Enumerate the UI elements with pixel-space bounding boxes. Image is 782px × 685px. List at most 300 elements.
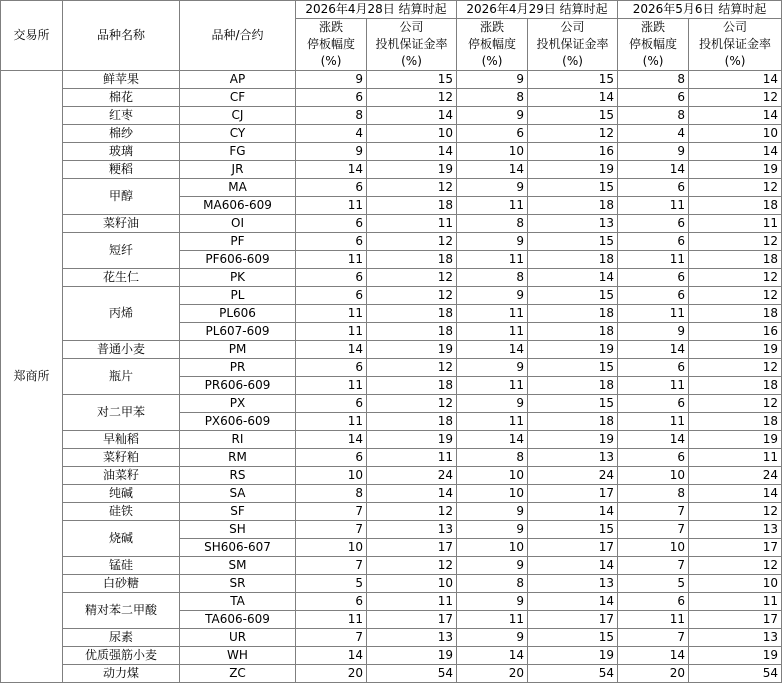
- margin-cell: 13: [367, 521, 457, 539]
- limit-cell: 10: [457, 539, 528, 557]
- limit-cell: 11: [618, 305, 689, 323]
- margin-cell: 18: [528, 197, 618, 215]
- margin-cell: 14: [689, 143, 782, 161]
- limit-cell: 8: [618, 71, 689, 89]
- variety-name-cell: 甲醇: [63, 179, 180, 215]
- variety-name-cell: 早籼稻: [63, 431, 180, 449]
- margin-cell: 17: [367, 539, 457, 557]
- limit-cell: 10: [296, 539, 367, 557]
- variety-name-cell: 普通小麦: [63, 341, 180, 359]
- margin-cell: 14: [367, 485, 457, 503]
- margin-cell: 13: [528, 449, 618, 467]
- margin-cell: 15: [528, 71, 618, 89]
- limit-cell: 8: [457, 449, 528, 467]
- limit-cell: 9: [296, 143, 367, 161]
- table-row: [1, 89, 782, 107]
- variety-name-cell: 精对苯二甲酸: [63, 593, 180, 629]
- limit-cell: 9: [618, 143, 689, 161]
- limit-cell: 14: [457, 647, 528, 665]
- margin-cell: 15: [528, 107, 618, 125]
- contract-cell: SR: [180, 575, 296, 593]
- margin-cell: 18: [367, 197, 457, 215]
- margin-header-text: 投机保证金率: [375, 37, 448, 51]
- contract-cell: CJ: [180, 107, 296, 125]
- table-row: [1, 107, 782, 125]
- date-header-1: 2026年4月28日 结算时起: [296, 1, 457, 19]
- margin-cell: 15: [528, 629, 618, 647]
- limit-cell: 6: [296, 269, 367, 287]
- contract-cell: RI: [180, 431, 296, 449]
- margin-cell: 12: [689, 287, 782, 305]
- margin-cell: 12: [367, 503, 457, 521]
- limit-cell: 7: [296, 503, 367, 521]
- limit-cell: 11: [618, 377, 689, 395]
- margin-cell: 12: [689, 179, 782, 197]
- contract-cell: SM: [180, 557, 296, 575]
- contract-cell: PL606: [180, 305, 296, 323]
- margin-cell: 18: [528, 323, 618, 341]
- variety-name-header: 品种名称: [63, 1, 180, 71]
- table-row: [1, 665, 782, 683]
- limit-cell: 6: [296, 179, 367, 197]
- limit-cell: 20: [296, 665, 367, 683]
- contract-cell: SF: [180, 503, 296, 521]
- limit-cell: 6: [618, 179, 689, 197]
- margin-cell: 11: [689, 215, 782, 233]
- limit-cell: 6: [618, 449, 689, 467]
- limit-cell: 10: [457, 143, 528, 161]
- table-row: [1, 287, 782, 305]
- margin-cell: 13: [528, 215, 618, 233]
- limit-cell: 5: [618, 575, 689, 593]
- margin-cell: 19: [367, 161, 457, 179]
- margin-header-2: [528, 19, 618, 71]
- margin-cell: 19: [367, 341, 457, 359]
- limit-cell: 9: [296, 71, 367, 89]
- limit-header-text: (%): [481, 54, 503, 68]
- variety-name-cell: 粳稻: [63, 161, 180, 179]
- margin-cell: 10: [689, 575, 782, 593]
- limit-header-2: [457, 19, 528, 71]
- limit-cell: 7: [296, 557, 367, 575]
- table-row: [1, 395, 782, 413]
- contract-cell: OI: [180, 215, 296, 233]
- margin-cell: 17: [528, 539, 618, 557]
- limit-cell: 9: [457, 629, 528, 647]
- margin-cell: 15: [528, 395, 618, 413]
- limit-cell: 8: [296, 107, 367, 125]
- margin-cell: 12: [367, 359, 457, 377]
- contract-cell: CY: [180, 125, 296, 143]
- limit-cell: 6: [296, 233, 367, 251]
- limit-cell: 7: [296, 521, 367, 539]
- margin-header-1: [367, 19, 457, 71]
- margin-cell: 12: [689, 269, 782, 287]
- limit-cell: 8: [457, 269, 528, 287]
- variety-name-cell: 鲜苹果: [63, 71, 180, 89]
- limit-cell: 7: [618, 503, 689, 521]
- contract-cell: FG: [180, 143, 296, 161]
- contract-cell: MA: [180, 179, 296, 197]
- table-row: [1, 629, 782, 647]
- table-row: [1, 647, 782, 665]
- limit-cell: 6: [618, 233, 689, 251]
- margin-cell: 14: [528, 89, 618, 107]
- variety-name-cell: 花生仁: [63, 269, 180, 287]
- margin-cell: 19: [528, 431, 618, 449]
- variety-name-cell: 棉纱: [63, 125, 180, 143]
- contract-cell: PR606-609: [180, 377, 296, 395]
- margin-cell: 14: [689, 485, 782, 503]
- limit-cell: 11: [457, 305, 528, 323]
- table-row: [1, 503, 782, 521]
- margin-cell: 17: [528, 611, 618, 629]
- margin-cell: 18: [689, 305, 782, 323]
- margin-cell: 18: [689, 413, 782, 431]
- limit-cell: 14: [296, 431, 367, 449]
- limit-cell: 9: [457, 179, 528, 197]
- margin-cell: 16: [528, 143, 618, 161]
- limit-cell: 7: [618, 629, 689, 647]
- margin-cell: 15: [528, 179, 618, 197]
- contract-cell: PF606-609: [180, 251, 296, 269]
- limit-cell: 11: [618, 611, 689, 629]
- limit-cell: 11: [457, 251, 528, 269]
- variety-name-cell: 优质强筋小麦: [63, 647, 180, 665]
- table-header: [1, 1, 782, 71]
- table-row: [1, 557, 782, 575]
- limit-cell: 6: [296, 449, 367, 467]
- limit-header-text: 涨跌: [641, 20, 666, 34]
- margin-header-text: (%): [562, 54, 583, 68]
- contract-cell: WH: [180, 647, 296, 665]
- limit-header-text: 涨跌: [318, 20, 343, 34]
- contract-cell: JR: [180, 161, 296, 179]
- date-header-3: 2026年5月6日 结算时起: [618, 1, 782, 19]
- limit-cell: 6: [296, 89, 367, 107]
- margin-cell: 18: [367, 251, 457, 269]
- margin-header-text: (%): [401, 54, 422, 68]
- margin-cell: 14: [367, 143, 457, 161]
- margin-cell: 16: [689, 323, 782, 341]
- limit-header-text: (%): [642, 54, 664, 68]
- limit-cell: 8: [457, 215, 528, 233]
- margin-cell: 15: [528, 287, 618, 305]
- table-row: [1, 359, 782, 377]
- contract-cell: SH: [180, 521, 296, 539]
- margin-cell: 54: [367, 665, 457, 683]
- margin-cell: 12: [689, 359, 782, 377]
- margin-cell: 12: [689, 395, 782, 413]
- variety-name-cell: 硅铁: [63, 503, 180, 521]
- margin-cell: 14: [528, 593, 618, 611]
- margin-cell: 17: [689, 539, 782, 557]
- table-body: [1, 71, 782, 683]
- margin-cell: 14: [689, 71, 782, 89]
- margin-cell: 12: [367, 233, 457, 251]
- limit-cell: 14: [296, 161, 367, 179]
- margin-header-text: 公司: [399, 20, 424, 34]
- variety-name-cell: 丙烯: [63, 287, 180, 341]
- limit-cell: 6: [618, 287, 689, 305]
- variety-name-cell: 纯碱: [63, 485, 180, 503]
- exchange-header: 交易所: [1, 1, 63, 71]
- limit-cell: 6: [296, 215, 367, 233]
- limit-cell: 6: [618, 395, 689, 413]
- limit-cell: 11: [618, 197, 689, 215]
- table-row: [1, 143, 782, 161]
- margin-cell: 14: [528, 269, 618, 287]
- margin-cell: 18: [528, 413, 618, 431]
- margin-cell: 13: [689, 629, 782, 647]
- margin-cell: 54: [689, 665, 782, 683]
- limit-cell: 7: [296, 629, 367, 647]
- table-row: [1, 161, 782, 179]
- margin-cell: 18: [528, 251, 618, 269]
- margin-cell: 10: [367, 575, 457, 593]
- contract-cell: PK: [180, 269, 296, 287]
- margin-cell: 15: [367, 71, 457, 89]
- margin-cell: 19: [528, 341, 618, 359]
- limit-cell: 9: [457, 503, 528, 521]
- limit-header-text: 停板幅度: [306, 37, 355, 51]
- limit-cell: 11: [296, 413, 367, 431]
- limit-cell: 9: [457, 395, 528, 413]
- contract-cell: MA606-609: [180, 197, 296, 215]
- contract-cell: RS: [180, 467, 296, 485]
- margin-cell: 24: [689, 467, 782, 485]
- table-row: [1, 179, 782, 197]
- table-row: [1, 521, 782, 539]
- margin-cell: 10: [689, 125, 782, 143]
- contract-cell: RM: [180, 449, 296, 467]
- variety-name-cell: 菜籽油: [63, 215, 180, 233]
- margin-cell: 19: [689, 341, 782, 359]
- limit-cell: 8: [618, 485, 689, 503]
- date-header-2: 2026年4月29日 结算时起: [457, 1, 618, 19]
- limit-cell: 11: [296, 305, 367, 323]
- margin-cell: 18: [689, 197, 782, 215]
- limit-cell: 20: [618, 665, 689, 683]
- contract-cell: PX606-609: [180, 413, 296, 431]
- margin-cell: 18: [367, 413, 457, 431]
- limit-cell: 7: [618, 521, 689, 539]
- table-row: [1, 341, 782, 359]
- limit-cell: 6: [618, 89, 689, 107]
- limit-cell: 14: [457, 341, 528, 359]
- limit-cell: 9: [457, 593, 528, 611]
- margin-cell: 19: [689, 431, 782, 449]
- margin-header-text: 投机保证金率: [699, 37, 772, 51]
- limit-cell: 10: [618, 539, 689, 557]
- contract-cell: UR: [180, 629, 296, 647]
- contract-cell: ZC: [180, 665, 296, 683]
- contract-cell: PF: [180, 233, 296, 251]
- margin-cell: 14: [528, 503, 618, 521]
- table-row: [1, 215, 782, 233]
- margin-cell: 17: [689, 611, 782, 629]
- variety-name-cell: 菜籽粕: [63, 449, 180, 467]
- limit-cell: 11: [457, 323, 528, 341]
- limit-cell: 14: [618, 431, 689, 449]
- variety-name-cell: 红枣: [63, 107, 180, 125]
- limit-cell: 9: [457, 359, 528, 377]
- margin-cell: 13: [689, 521, 782, 539]
- table-row: [1, 233, 782, 251]
- limit-cell: 6: [296, 287, 367, 305]
- contract-header: 品种/合约: [180, 1, 296, 71]
- limit-cell: 6: [457, 125, 528, 143]
- limit-cell: 11: [296, 197, 367, 215]
- limit-cell: 6: [296, 395, 367, 413]
- limit-header-1: [296, 19, 367, 71]
- margin-cell: 19: [528, 647, 618, 665]
- limit-cell: 7: [618, 557, 689, 575]
- table-row: [1, 449, 782, 467]
- margin-cell: 11: [689, 593, 782, 611]
- table-row: [1, 485, 782, 503]
- variety-name-cell: 烧碱: [63, 521, 180, 557]
- margin-cell: 24: [367, 467, 457, 485]
- margin-cell: 11: [367, 215, 457, 233]
- limit-cell: 14: [296, 647, 367, 665]
- limit-cell: 10: [618, 467, 689, 485]
- limit-cell: 6: [618, 359, 689, 377]
- limit-cell: 8: [457, 575, 528, 593]
- margin-header-text: 公司: [723, 20, 748, 34]
- margin-cell: 15: [528, 521, 618, 539]
- margin-cell: 18: [689, 251, 782, 269]
- table-row: [1, 431, 782, 449]
- margin-header-3: [689, 19, 782, 71]
- limit-cell: 6: [618, 269, 689, 287]
- limit-cell: 11: [618, 413, 689, 431]
- margin-cell: 14: [367, 107, 457, 125]
- limit-cell: 11: [296, 323, 367, 341]
- limit-cell: 11: [296, 611, 367, 629]
- limit-cell: 9: [457, 107, 528, 125]
- margin-cell: 12: [689, 233, 782, 251]
- margin-cell: 12: [689, 503, 782, 521]
- table-row: [1, 269, 782, 287]
- limit-cell: 9: [457, 233, 528, 251]
- margin-cell: 12: [367, 395, 457, 413]
- contract-cell: PR: [180, 359, 296, 377]
- margin-cell: 12: [528, 125, 618, 143]
- margin-cell: 18: [528, 305, 618, 323]
- margin-cell: 12: [367, 287, 457, 305]
- limit-cell: 14: [618, 647, 689, 665]
- table-row: [1, 593, 782, 611]
- contract-cell: TA: [180, 593, 296, 611]
- margin-cell: 19: [689, 647, 782, 665]
- margin-cell: 17: [367, 611, 457, 629]
- limit-cell: 9: [457, 557, 528, 575]
- limit-cell: 11: [457, 197, 528, 215]
- margin-cell: 19: [367, 647, 457, 665]
- margin-cell: 12: [367, 557, 457, 575]
- limit-cell: 10: [457, 485, 528, 503]
- margin-cell: 12: [689, 89, 782, 107]
- contract-cell: SH606-607: [180, 539, 296, 557]
- limit-cell: 8: [296, 485, 367, 503]
- limit-cell: 11: [296, 377, 367, 395]
- limit-cell: 6: [618, 593, 689, 611]
- table-row: [1, 125, 782, 143]
- limit-header-text: 涨跌: [480, 20, 505, 34]
- limit-cell: 6: [296, 593, 367, 611]
- limit-cell: 14: [457, 431, 528, 449]
- margin-cell: 14: [528, 557, 618, 575]
- margin-cell: 15: [528, 233, 618, 251]
- margin-cell: 18: [367, 305, 457, 323]
- contract-cell: PL607-609: [180, 323, 296, 341]
- variety-name-cell: 对二甲苯: [63, 395, 180, 431]
- limit-cell: 8: [457, 89, 528, 107]
- margin-cell: 12: [367, 179, 457, 197]
- limit-cell: 9: [457, 71, 528, 89]
- contract-cell: SA: [180, 485, 296, 503]
- limit-cell: 11: [457, 377, 528, 395]
- variety-name-cell: 油菜籽: [63, 467, 180, 485]
- margin-cell: 11: [367, 593, 457, 611]
- limit-header-text: 停板幅度: [629, 37, 678, 51]
- limit-cell: 11: [457, 611, 528, 629]
- variety-name-cell: 锰硅: [63, 557, 180, 575]
- margin-cell: 13: [367, 629, 457, 647]
- margin-cell: 12: [689, 557, 782, 575]
- limit-cell: 14: [618, 161, 689, 179]
- margin-cell: 14: [689, 107, 782, 125]
- variety-name-cell: 棉花: [63, 89, 180, 107]
- limit-header-3: [618, 19, 689, 71]
- variety-name-cell: 动力煤: [63, 665, 180, 683]
- margin-cell: 12: [367, 89, 457, 107]
- margin-cell: 54: [528, 665, 618, 683]
- margin-cell: 12: [367, 269, 457, 287]
- margin-cell: 18: [367, 377, 457, 395]
- limit-cell: 10: [296, 467, 367, 485]
- limit-cell: 10: [457, 467, 528, 485]
- limit-cell: 9: [618, 323, 689, 341]
- limit-cell: 8: [618, 107, 689, 125]
- limit-cell: 4: [296, 125, 367, 143]
- limit-cell: 6: [296, 359, 367, 377]
- limit-header-text: (%): [320, 54, 342, 68]
- limit-cell: 14: [457, 161, 528, 179]
- contract-cell: AP: [180, 71, 296, 89]
- contract-cell: PM: [180, 341, 296, 359]
- margin-cell: 19: [528, 161, 618, 179]
- margin-cell: 10: [367, 125, 457, 143]
- margin-cell: 11: [689, 449, 782, 467]
- contract-cell: PX: [180, 395, 296, 413]
- limit-cell: 11: [618, 251, 689, 269]
- margin-cell: 19: [689, 161, 782, 179]
- margin-cell: 18: [689, 377, 782, 395]
- limit-header-text: 停板幅度: [468, 37, 517, 51]
- limit-cell: 20: [457, 665, 528, 683]
- contract-cell: PL: [180, 287, 296, 305]
- exchange-cell: 郑商所: [1, 71, 63, 683]
- margin-cell: 11: [367, 449, 457, 467]
- margin-cell: 17: [528, 485, 618, 503]
- margin-cell: 15: [528, 359, 618, 377]
- limit-cell: 9: [457, 521, 528, 539]
- variety-name-cell: 白砂糖: [63, 575, 180, 593]
- margin-cell: 24: [528, 467, 618, 485]
- limit-cell: 14: [296, 341, 367, 359]
